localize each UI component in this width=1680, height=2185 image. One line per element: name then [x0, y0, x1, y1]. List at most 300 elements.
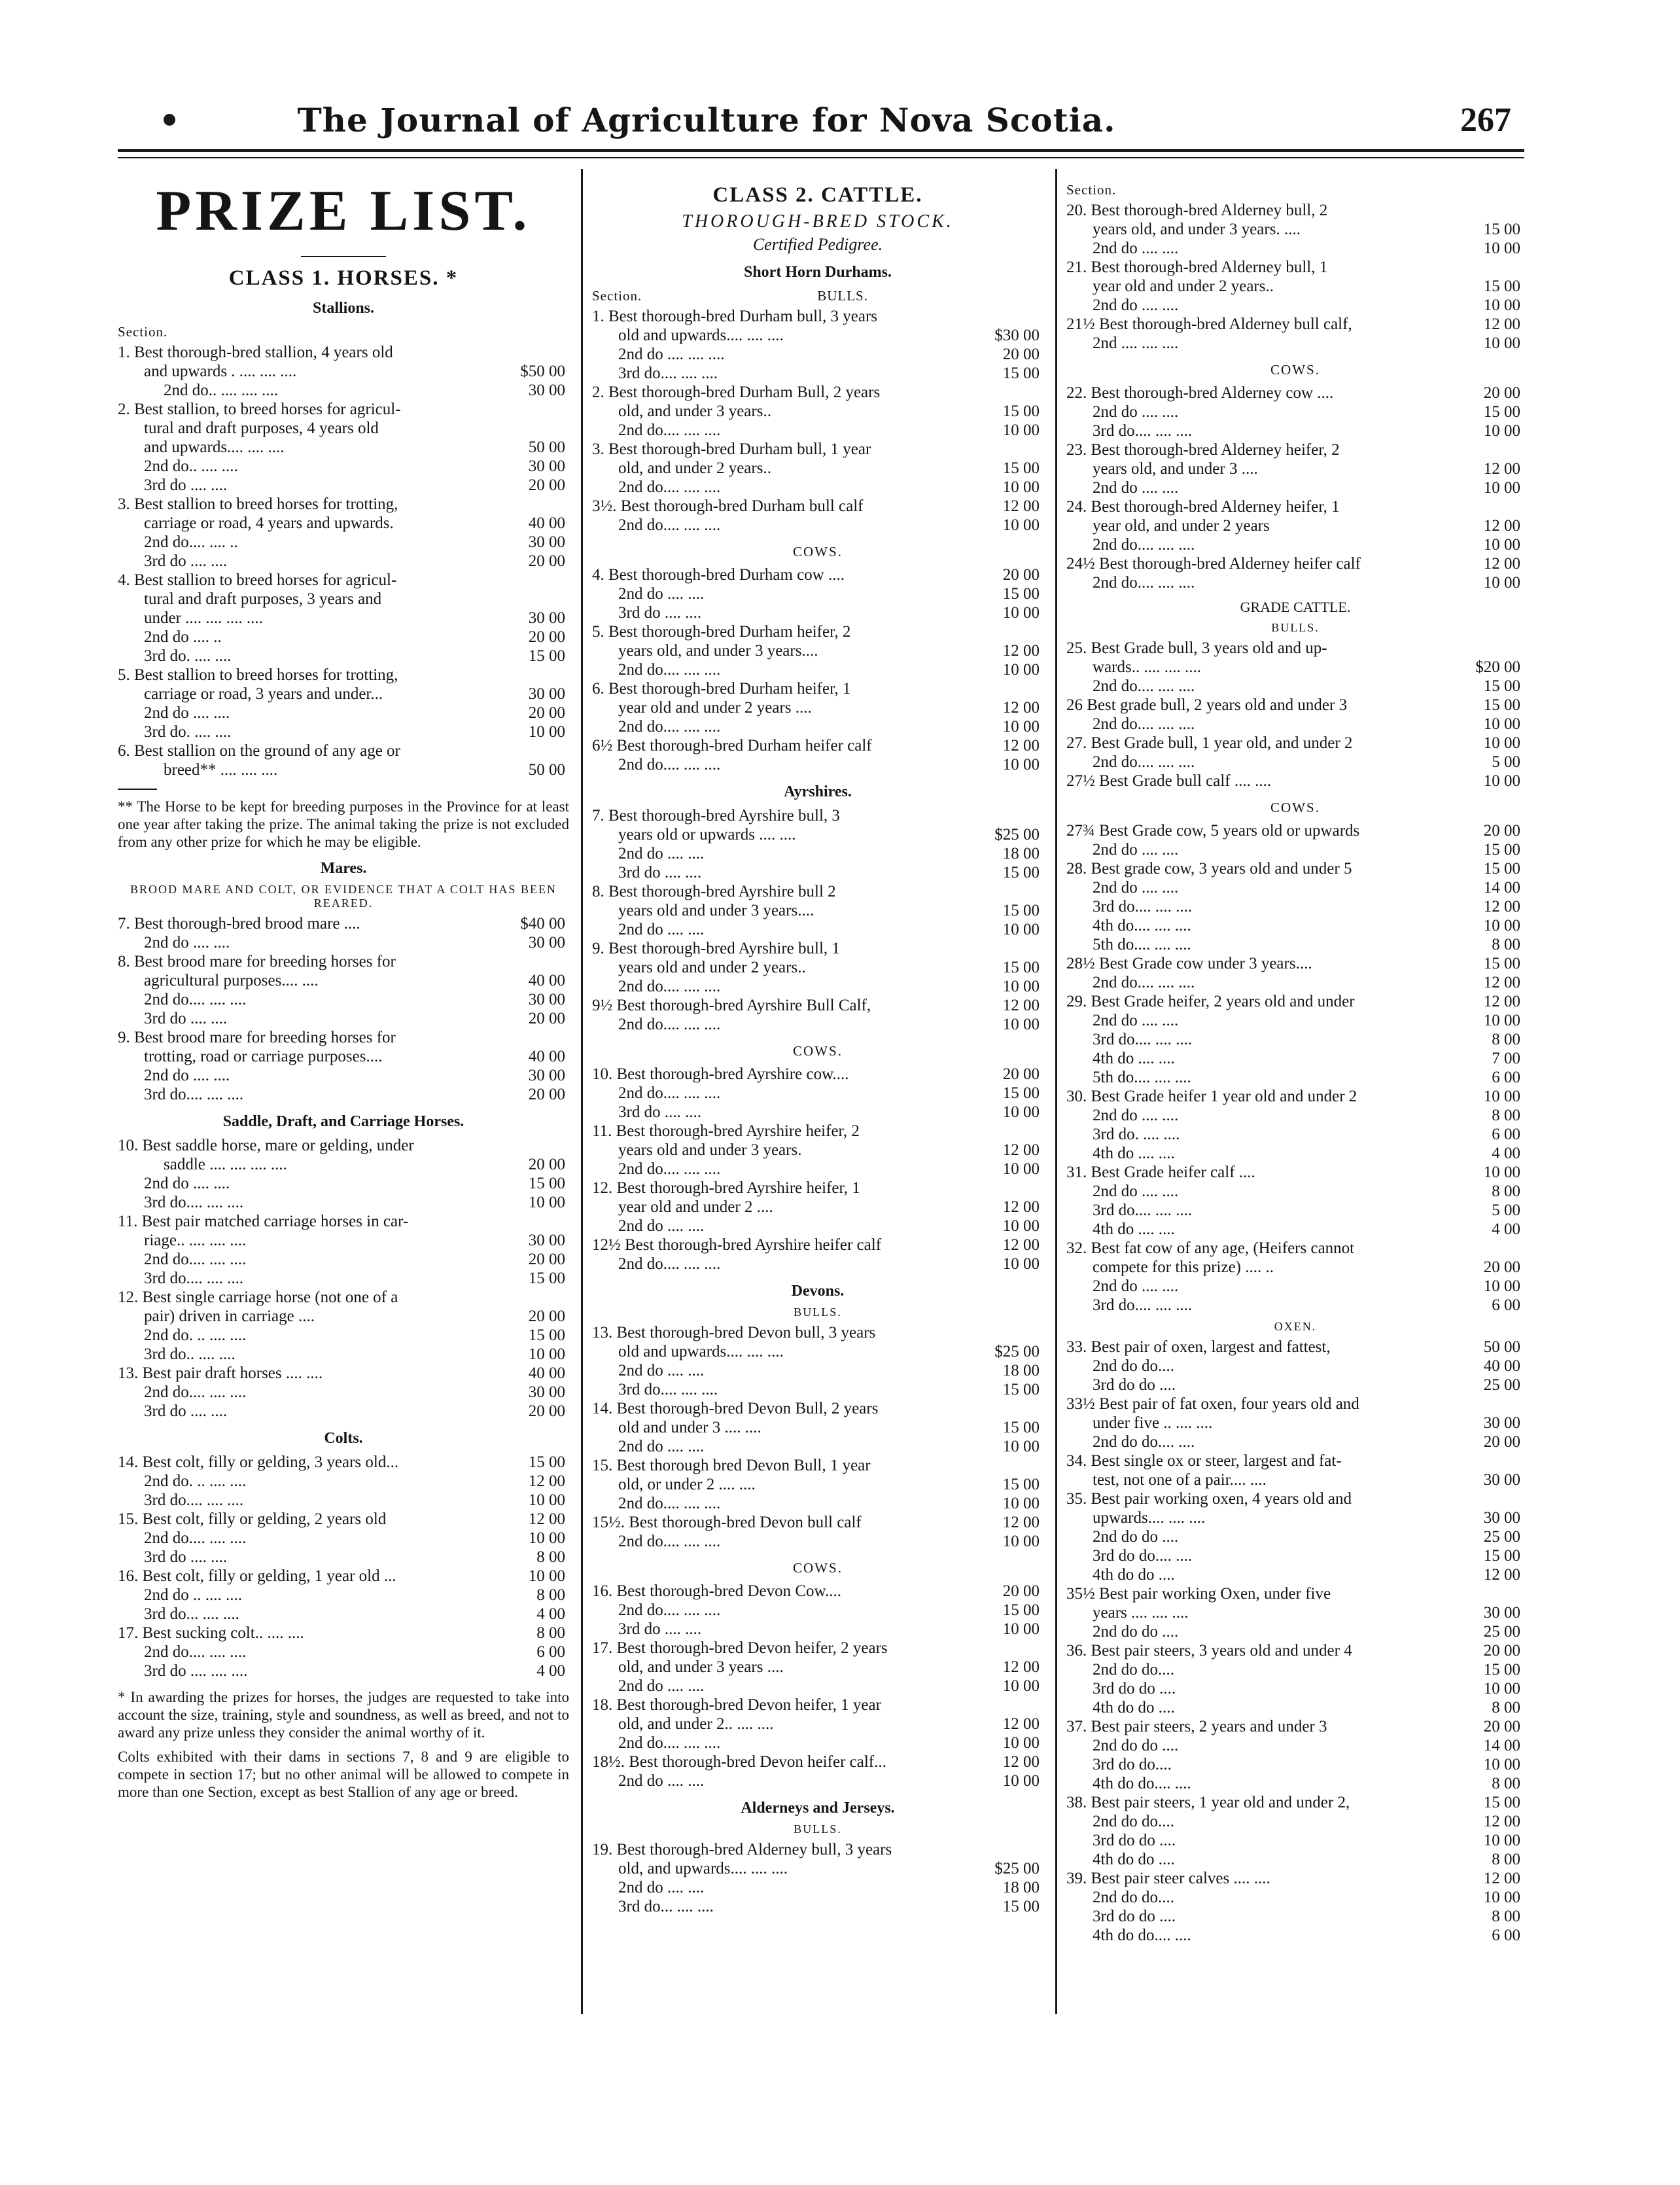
prize-entry-text: 9. Best thorough-bred Ayrshire bull, 1	[592, 940, 840, 957]
prize-entry-text: and upwards . .... .... ....	[144, 363, 297, 380]
prize-entry-text: 4th do .... ....	[1093, 1145, 1175, 1162]
prize-entry	[1066, 1622, 1524, 1641]
prize-entry	[1066, 677, 1524, 696]
prize-amount: 20 00	[1483, 1433, 1520, 1451]
prize-entry	[1066, 1584, 1524, 1603]
prize-entry	[118, 741, 569, 760]
prize-entry-text: 2nd do .... ....	[144, 934, 230, 951]
prize-entry-text: 4th do do ....	[1093, 1566, 1175, 1584]
column-3	[1066, 175, 1524, 1947]
prize-entry	[592, 1103, 1043, 1122]
prize-amount: 10 00	[1002, 1160, 1040, 1178]
prize-amount: 20 00	[528, 704, 565, 722]
prize-entry-text: 2nd do.... .... ....	[618, 1084, 721, 1102]
prize-entry-text: 3rd do .... ....	[618, 604, 702, 622]
prize-entry-text: 24. Best thorough-bred Alderney heifer, 1	[1066, 498, 1340, 516]
prize-amount	[490, 571, 569, 590]
prize-amount: 5 00	[1492, 753, 1520, 771]
prize-entry	[1066, 1850, 1524, 1869]
prize-entry	[592, 1456, 1043, 1475]
prize-amount	[964, 1122, 1043, 1141]
prize-entry	[592, 679, 1043, 698]
prize-entry-text: 3rd do.... .... ....	[144, 1270, 244, 1287]
prize-entry	[592, 440, 1043, 459]
prize-entry	[1066, 878, 1524, 897]
prize-entry-text: 3½. Best thorough-bred Durham bull calf	[592, 497, 864, 515]
prize-entry-text: 3rd do. .... ....	[144, 647, 232, 665]
prize-amount: 12 00	[1483, 555, 1520, 573]
section-label: Section.	[1066, 182, 1117, 198]
prize-amount: 20 00	[1483, 1718, 1520, 1735]
prize-entry-text: 31. Best Grade heifer calf ....	[1066, 1164, 1255, 1181]
prize-amount: 30 00	[528, 609, 565, 627]
alderney-bulls-list	[592, 1840, 1043, 1916]
prize-amount	[964, 1456, 1043, 1475]
prize-amount: 10 00	[1483, 422, 1520, 440]
prize-entry-text: 3. Best thorough-bred Durham bull, 1 year	[592, 440, 871, 458]
prize-entry-text: 2nd do .... ....	[618, 1438, 705, 1455]
prize-entry-text: 16. Best thorough-bred Devon Cow....	[592, 1582, 841, 1600]
prize-entry-text: 17. Best thorough-bred Devon heifer, 2 years	[592, 1639, 888, 1657]
prize-amount: 10 00	[528, 1529, 565, 1547]
bulls-label: BULLS.	[1271, 621, 1320, 634]
prize-entry-text: 2nd do .... ....	[1093, 1012, 1179, 1029]
prize-entry-text: 3rd do.... .... ....	[618, 364, 718, 382]
prize-entry	[118, 1269, 569, 1288]
prize-entry-text: 33. Best pair of oxen, largest and fattest,	[1066, 1338, 1331, 1356]
mares-list	[118, 914, 569, 1104]
prize-entry-text: 3rd do do ....	[1093, 1680, 1176, 1697]
prize-amount: 30 00	[528, 1232, 565, 1249]
prize-entry	[592, 1399, 1043, 1418]
prize-entry	[1066, 277, 1524, 296]
prize-entry-text: old and upwards.... .... ....	[618, 1343, 784, 1360]
prize-amount: 15 00	[528, 1326, 565, 1344]
prize-entry	[1066, 916, 1524, 935]
prize-amount: 10 00	[1483, 1164, 1520, 1181]
prize-entry-text: 2nd do.... .... ....	[1093, 677, 1195, 695]
header-rule-thick	[118, 149, 1524, 152]
prize-entry-text: 2. Best stallion, to breed horses for agricul-	[118, 400, 401, 418]
prize-amount: 15 00	[1002, 1476, 1040, 1493]
prize-entry	[592, 307, 1043, 326]
cows-label: COWS.	[793, 1043, 843, 1059]
header-rule-thin	[118, 157, 1524, 158]
prize-amount: 30 00	[528, 1383, 565, 1401]
prize-entry-text: test, not one of a pair.... ....	[1093, 1471, 1267, 1489]
prize-amount: 12 00	[1002, 699, 1040, 717]
prize-amount: 10 00	[1483, 1832, 1520, 1849]
prize-amount	[1445, 1451, 1524, 1470]
prize-amount: 15 00	[528, 1175, 565, 1192]
prize-entry-text: 2nd do.... .... ....	[618, 1734, 721, 1752]
prize-entry	[592, 1342, 1043, 1361]
prize-entry-text: 2nd do.... .... ....	[144, 1251, 247, 1268]
prize-entry	[118, 1548, 569, 1567]
prize-amount: 6 00	[1492, 1069, 1520, 1086]
prize-entry	[592, 863, 1043, 882]
prize-amount: 20 00	[528, 1086, 565, 1103]
devon-bulls-list	[592, 1323, 1043, 1551]
prize-amount	[964, 679, 1043, 698]
prize-amount: 10 00	[1483, 1277, 1520, 1295]
prize-entry-text: 20. Best thorough-bred Alderney bull, 2	[1066, 202, 1328, 219]
prize-entry	[118, 533, 569, 552]
prize-entry-text: 2nd do .... ....	[1093, 296, 1179, 314]
prize-entry	[1066, 1106, 1524, 1125]
prize-entry-text: 3rd do .... .... ....	[144, 1662, 248, 1680]
prize-amount: 10 00	[1002, 1677, 1040, 1695]
prize-entry	[1066, 383, 1524, 402]
prize-amount: 15 00	[1483, 841, 1520, 859]
bulls-label: BULLS.	[794, 1306, 842, 1319]
prize-entry-text: 18. Best thorough-bred Devon heifer, 1 year	[592, 1696, 881, 1714]
prize-entry	[592, 939, 1043, 958]
prize-entry	[592, 806, 1043, 825]
prize-entry-text: 19. Best thorough-bred Alderney bull, 3 years	[592, 1841, 892, 1858]
prize-amount: 20 00	[1002, 566, 1040, 584]
prize-amount: 15 00	[1002, 902, 1040, 919]
prize-entry-text: 2nd do. .. .... ....	[144, 1472, 247, 1490]
prize-entry-text: 16. Best colt, filly or gelding, 1 year old ...	[118, 1567, 396, 1585]
prize-amount: 30 00	[1483, 1471, 1520, 1489]
prize-amount: 10 00	[1002, 1620, 1040, 1638]
prize-entry	[118, 552, 569, 571]
prize-amount: 12 00	[1483, 898, 1520, 915]
prize-entry-text: 22. Best thorough-bred Alderney cow ....	[1066, 384, 1334, 402]
prize-entry-text: 12. Best thorough-bred Ayrshire heifer, 1	[592, 1179, 860, 1197]
prize-entry	[118, 1510, 569, 1529]
prize-amount: 30 00	[528, 457, 565, 475]
prize-entry	[1066, 658, 1524, 677]
prize-amount: 20 00	[528, 552, 565, 570]
prize-entry-text: 3rd do .... ....	[144, 476, 228, 494]
prize-entry-text: 4th do do ....	[1093, 1699, 1175, 1716]
prize-entry-text: 14. Best thorough-bred Devon Bull, 2 years	[592, 1400, 879, 1417]
prize-entry-text: 2nd do.... .... ....	[1093, 574, 1195, 592]
prize-amount: 15 00	[1002, 1419, 1040, 1436]
prize-amount: 15 00	[1483, 955, 1520, 972]
prize-entry	[1066, 840, 1524, 859]
prize-amount: 8 00	[1492, 1851, 1520, 1868]
prize-entry	[118, 1231, 569, 1250]
prize-entry-text: 10. Best saddle horse, mare or gelding, under	[118, 1137, 414, 1154]
prize-entry	[1066, 258, 1524, 277]
prize-entry	[1066, 1603, 1524, 1622]
prize-entry	[1066, 554, 1524, 573]
prize-amount: 10 00	[1483, 479, 1520, 497]
prize-amount: 15 00	[1483, 1547, 1520, 1565]
prize-amount: 8 00	[1492, 1699, 1520, 1716]
prize-entry	[1066, 954, 1524, 973]
prize-entry	[1066, 1755, 1524, 1774]
prize-entry	[1066, 1508, 1524, 1527]
prize-amount: 30 00	[1483, 1604, 1520, 1622]
prize-entry	[1066, 516, 1524, 535]
devon-cows-list	[592, 1582, 1043, 1790]
prize-entry	[1066, 973, 1524, 992]
prize-entry	[118, 952, 569, 971]
prize-amount: 14 00	[1483, 1737, 1520, 1754]
prize-entry	[1066, 1394, 1524, 1413]
prize-entry	[1066, 315, 1524, 334]
page-number: 267	[1460, 101, 1511, 139]
prize-entry	[1066, 859, 1524, 878]
prize-entry-text: 2nd do.... .... ....	[618, 661, 721, 679]
prize-amount: 20 00	[1483, 1258, 1520, 1276]
prize-entry-text: 15. Best thorough bred Devon Bull, 1 year	[592, 1457, 871, 1474]
saddle-list	[118, 1136, 569, 1421]
prize-entry	[592, 1361, 1043, 1380]
colts-heading: Colts.	[324, 1430, 363, 1447]
prize-entry	[118, 1250, 569, 1269]
prize-list-heading: PRIZE LIST.	[156, 179, 531, 243]
prize-entry-text: years old and under 2 years..	[618, 959, 806, 976]
prize-amount: 30 00	[1483, 1414, 1520, 1432]
oxen-label: OXEN.	[1274, 1320, 1317, 1333]
prize-amount: 12 00	[1002, 1514, 1040, 1531]
prize-amount	[964, 939, 1043, 958]
section-label: Section.	[592, 288, 642, 304]
prize-entry	[592, 516, 1043, 535]
prize-amount: 12 00	[1483, 1566, 1520, 1584]
prize-entry-text: 12. Best single carriage horse (not one of a	[118, 1288, 398, 1306]
prize-amount: 20 00	[1002, 346, 1040, 363]
prize-amount: 10 00	[1002, 1772, 1040, 1790]
prize-amount	[490, 590, 569, 609]
bulls-label: BULLS.	[794, 1822, 842, 1836]
prize-amount: 15 00	[1483, 1794, 1520, 1811]
prize-entry	[592, 844, 1043, 863]
prize-entry-text: 2nd do .... ....	[1093, 240, 1179, 257]
prize-entry-text: years old, and under 3 years. ....	[1093, 221, 1301, 238]
judges-note: * In awarding the prizes for horses, the judges are requested to take into account the size, training, style and soundness, as well as breed, and not to award any prize unless they consider the animal worthy of it.	[118, 1689, 569, 1741]
prize-amount: 20 00	[528, 1156, 565, 1173]
prize-entry-text: 2nd do.... .... ....	[1093, 715, 1195, 733]
shorthorn-heading: Short Horn Durhams.	[743, 264, 892, 281]
journal-title: The Journal of Agriculture for Nova Scotia.	[297, 101, 1116, 139]
prize-amount: 10 00	[1483, 715, 1520, 733]
prize-entry	[1066, 935, 1524, 954]
prize-amount: 50 00	[528, 438, 565, 456]
prize-entry-text: year old and under 2 years..	[1093, 277, 1274, 295]
prize-amount: 10 00	[1002, 718, 1040, 736]
prize-amount: 10 00	[1002, 1103, 1040, 1121]
prize-entry	[592, 1084, 1043, 1103]
mares-subheading: BROOD MARE AND COLT, OR EVIDENCE THAT A COLT HAS BEEN REARED.	[130, 883, 557, 910]
prize-amount: 14 00	[1483, 879, 1520, 897]
prize-entry	[1066, 1258, 1524, 1277]
prize-entry	[592, 1217, 1043, 1235]
prize-entry	[118, 362, 569, 381]
grade-cows-list	[1066, 821, 1524, 1315]
prize-entry-text: 3rd do.... .... ....	[1093, 1201, 1193, 1219]
prize-entry-text: 3rd do do ....	[1093, 1376, 1176, 1394]
prize-amount	[1445, 1489, 1524, 1508]
prize-entry	[592, 1696, 1043, 1714]
prize-entry	[592, 1840, 1043, 1859]
prize-entry	[118, 1567, 569, 1586]
prize-entry-text: and upwards.... .... ....	[144, 438, 285, 456]
prize-entry-text: tural and draft purposes, 4 years old	[144, 419, 379, 437]
prize-entry-text: wards.. .... .... ....	[1093, 658, 1201, 676]
prize-entry-text: 12½ Best thorough-bred Ayrshire heifer calf	[592, 1236, 882, 1254]
prize-entry-text: year old, and under 2 years	[1093, 517, 1270, 535]
prize-amount: 4 00	[1492, 1220, 1520, 1238]
prize-entry-text: old and under 3 .... ....	[618, 1419, 761, 1436]
prize-entry	[1066, 220, 1524, 239]
prize-entry	[118, 1529, 569, 1548]
section-label: Section.	[118, 324, 168, 340]
prize-amount: 15 00	[1002, 959, 1040, 976]
prize-entry-text: trotting, road or carriage purposes....	[144, 1048, 383, 1065]
prize-amount: $40 00	[520, 915, 565, 933]
prize-amount: 20 00	[528, 1251, 565, 1268]
prize-entry-text: 4th do do ....	[1093, 1851, 1175, 1868]
prize-entry	[592, 920, 1043, 939]
prize-entry-text: pair) driven in carriage ....	[144, 1307, 315, 1325]
prize-amount: 10 00	[1002, 1016, 1040, 1033]
prize-entry	[118, 1307, 569, 1326]
prize-entry	[592, 1620, 1043, 1639]
prize-entry	[1066, 1926, 1524, 1945]
prize-entry-text: 18½. Best thorough-bred Devon heifer calf...	[592, 1753, 886, 1771]
prize-entry	[118, 1047, 569, 1066]
prize-entry	[118, 1402, 569, 1421]
prize-entry-text: 2nd do.... .... ....	[618, 1495, 721, 1512]
prize-amount: 10 00	[1483, 1088, 1520, 1105]
prize-entry	[592, 1532, 1043, 1551]
prize-entry-text: 2nd do.... .... ....	[144, 1643, 247, 1661]
prize-entry-text: 2nd do.... .... ....	[618, 978, 721, 995]
prize-amount: 8 00	[1492, 1031, 1520, 1048]
devons-heading: Devons.	[791, 1283, 845, 1300]
prize-entry	[592, 345, 1043, 364]
prize-entry	[592, 660, 1043, 679]
prize-entry-text: 4th do.... .... ....	[1093, 917, 1191, 934]
prize-entry-text: 25. Best Grade bull, 3 years old and up-	[1066, 639, 1327, 657]
saddle-heading: Saddle, Draft, and Carriage Horses.	[222, 1113, 464, 1130]
prize-entry-text: 2nd do.... .... ....	[618, 1601, 721, 1619]
prize-entry-text: under five .. .... ....	[1093, 1414, 1213, 1432]
prize-entry-text: 26 Best grade bull, 2 years old and under 3	[1066, 696, 1348, 714]
prize-amount	[964, 806, 1043, 825]
prize-amount: 40 00	[1483, 1357, 1520, 1375]
prize-amount: 8 00	[1492, 936, 1520, 953]
prize-entry	[592, 622, 1043, 641]
prize-entry-text: 2nd do. .. .... ....	[144, 1326, 247, 1344]
prize-entry	[592, 1494, 1043, 1513]
prize-amount: 12 00	[1483, 1813, 1520, 1830]
prize-amount: 20 00	[528, 1010, 565, 1027]
stallions-list	[118, 343, 569, 779]
prize-entry-text: 2nd do .... ....	[618, 845, 705, 862]
prize-amount: 6 00	[1492, 1126, 1520, 1143]
prize-entry-text: 28. Best grade cow, 3 years old and under 5	[1066, 860, 1352, 878]
prize-entry	[118, 457, 569, 476]
cows-label: COWS.	[793, 544, 843, 560]
prize-entry	[592, 1897, 1043, 1916]
prize-entry-text: 3rd do .... ....	[144, 1010, 228, 1027]
prize-amount: 40 00	[528, 1364, 565, 1382]
prize-amount: 15 00	[528, 1270, 565, 1287]
prize-entry-text: 2nd do.... .... ....	[1093, 974, 1195, 991]
prize-entry-text: 2nd do .... ....	[618, 1879, 705, 1896]
prize-amount	[964, 1840, 1043, 1859]
prize-entry-text: 2nd do.... .... ....	[618, 718, 721, 736]
prize-entry-text: 2nd do .... ....	[618, 1362, 705, 1379]
prize-entry-text: 2nd do.... .... ....	[618, 756, 721, 773]
prize-entry	[1066, 1277, 1524, 1296]
prize-entry-text: 4th do do.... ....	[1093, 1927, 1191, 1944]
prize-amount: 12 00	[1483, 517, 1520, 535]
prize-entry-text: 2nd do .... ....	[1093, 1107, 1179, 1124]
prize-amount: 50 00	[528, 761, 565, 779]
prize-entry	[118, 647, 569, 666]
prize-entry-text: 3rd do.... .... ....	[1093, 1296, 1193, 1314]
prize-entry-text: 3rd do do ....	[1093, 1908, 1176, 1925]
prize-amount: $20 00	[1475, 658, 1520, 676]
prize-amount	[964, 1399, 1043, 1418]
prize-entry	[1066, 1888, 1524, 1907]
prize-entry	[1066, 421, 1524, 440]
prize-entry	[118, 514, 569, 533]
prize-entry-text: 17. Best sucking colt.. .... ....	[118, 1624, 304, 1642]
prize-entry	[1066, 1736, 1524, 1755]
prize-entry	[592, 1015, 1043, 1034]
class-2-title: CLASS 2. CATTLE.	[712, 183, 923, 207]
prize-entry	[118, 1212, 569, 1231]
prize-entry	[1066, 821, 1524, 840]
prize-amount: 15 00	[1002, 585, 1040, 603]
prize-amount: 18 00	[1002, 1879, 1040, 1896]
alderney-bulls-list-2	[1066, 201, 1524, 353]
prize-amount: 12 00	[1483, 974, 1520, 991]
prize-entry	[1066, 1679, 1524, 1698]
prize-entry	[118, 495, 569, 514]
prize-entry	[592, 717, 1043, 736]
prize-entry-text: 3rd do.... .... ....	[1093, 898, 1193, 915]
prize-entry-text: old, and under 2.. .... ....	[618, 1715, 774, 1733]
prize-entry	[592, 977, 1043, 996]
prize-amount	[964, 1639, 1043, 1658]
prize-amount: 18 00	[1002, 845, 1040, 862]
prize-entry-text: carriage or road, 3 years and under...	[144, 685, 383, 703]
prize-entry-text: 32. Best fat cow of any age, (Heifers cannot	[1066, 1239, 1355, 1257]
prize-entry	[118, 1643, 569, 1661]
prize-entry	[592, 1122, 1043, 1141]
prize-entry	[118, 1491, 569, 1510]
prize-amount: 25 00	[1483, 1623, 1520, 1641]
prize-entry-text: years old, and under 3 ....	[1093, 460, 1258, 478]
prize-entry-text: 3rd do... .... ....	[618, 1898, 714, 1915]
prize-amount: 12 00	[1002, 997, 1040, 1014]
prize-entry	[592, 1771, 1043, 1790]
prize-entry-text: under .... .... .... ....	[144, 609, 263, 627]
prize-entry-text: 3rd do... .... ....	[144, 1605, 239, 1623]
prize-amount: 12 00	[1002, 1715, 1040, 1733]
column-divider-2	[1055, 169, 1057, 2014]
prize-entry	[592, 825, 1043, 844]
prize-entry	[1066, 1470, 1524, 1489]
ayrshire-bulls-list	[592, 806, 1043, 1034]
prize-amount: 10 00	[528, 1491, 565, 1509]
prize-amount: 15 00	[528, 1453, 565, 1471]
colts-list	[118, 1453, 569, 1680]
prize-entry	[592, 1437, 1043, 1456]
prize-amount: 8 00	[536, 1624, 565, 1642]
prize-entry	[592, 383, 1043, 402]
